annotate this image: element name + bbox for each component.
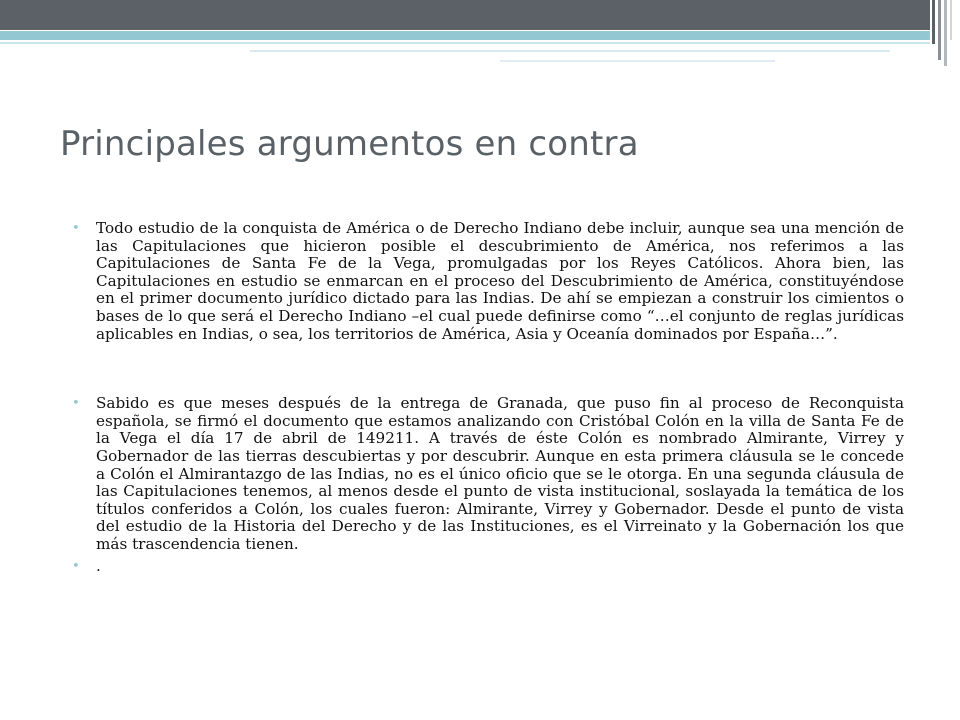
header-band bbox=[0, 0, 930, 30]
decorative-line bbox=[250, 50, 890, 52]
decorative-stripe bbox=[938, 0, 941, 60]
bullet-text: Sabido es que meses después de la entrega de Granada, que puso fin al proceso de Reconquista española, se firmó el documento que estamos analizando con Cristóbal Colón en la villa de Santa Fe de la Vega el día 17 de abril de 149211. A través de éste Colón es nombrado Almirante, Virrey y Gobernador de las tierras descubiertas y por descubrir. Aunque en esta primera cláusula se le concede a Colón el Almirantazgo de las Indias, no es el único oficio que se le otorga. En una segunda cláusula de las Capitulaciones tenemos, al menos desde el punto de vista institucional, soslayada la temática de los títulos conferidos a Colón, los cuales fueron: Almirante, Virrey y Gobernador. Desde el punto de vista del estudio de la Historia del Derecho y de las Instituciones, es el Virreinato y la Gobernación los que más trascendencia tienen. bbox=[96, 394, 904, 553]
bullet-item bbox=[72, 220, 904, 343]
slide-title: Principales argumentos en contra bbox=[60, 124, 639, 164]
bullet-item bbox=[72, 395, 904, 553]
bullet-icon: • bbox=[72, 558, 80, 574]
bullet-text: . bbox=[96, 556, 101, 575]
bullet-list bbox=[72, 220, 904, 575]
decorative-stripe bbox=[944, 0, 947, 66]
decorative-stripe bbox=[950, 0, 952, 40]
accent-band bbox=[0, 31, 930, 40]
decorative-line bbox=[500, 60, 775, 62]
bullet-item bbox=[72, 558, 904, 576]
bullet-icon: • bbox=[72, 221, 80, 236]
decorative-stripe bbox=[932, 0, 935, 44]
decorative-line bbox=[0, 42, 930, 44]
bullet-text: Todo estudio de la conquista de América o de Derecho Indiano debe incluir, aunque sea una mención de las Capitulaciones que hicieron posible el descubrimiento de América, nos referimos a las Capitulaciones de Santa Fe de la Vega, promulgadas por los Reyes Católicos. Ahora bien, las Capitulaciones en estudio se enmarcan en el proceso del Descubrimiento de América, constituyéndose en el primer documento jurídico dictado para las Indias. De ahí se empiezan a construir los cimientos o bases de lo que será el Derecho Indiano –el cual puede definirse como “…el conjunto de reglas jurídicas aplicables en Indias, o sea, los territorios de América, Asia y Oceanía dominados por España…”. bbox=[96, 219, 904, 343]
bullet-icon: • bbox=[72, 396, 80, 412]
